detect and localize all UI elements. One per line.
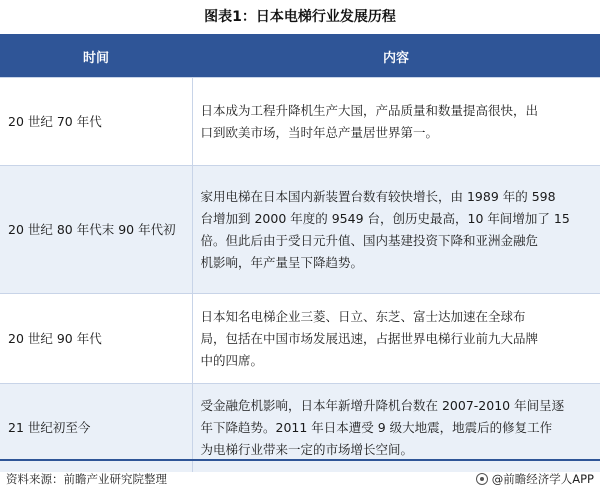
content-line: 受金融危机影响，日本年新增升降机台数在 2007-2010 年间呈逐 [200,397,565,413]
table-row [0,166,600,294]
content-line: 日本知名电梯企业三菱、日立、东芝、富士达加速在全球布 [200,308,526,324]
content-line: 中的四席。 [200,352,264,368]
table-header-row [0,36,600,78]
row-time: 20 世纪 70 年代 [0,78,192,166]
content-line: 台增加到 2000 年度的 9549 台，创历史最高，10 年间增加了 15 [200,210,570,226]
brand-credit [476,471,594,487]
content-line: 家用电梯在日本国内新装置台数有较快增长，由 1989 年的 598 [200,188,556,204]
row-time: 20 世纪 80 年代末 90 年代初 [0,166,192,294]
brand-text: @前瞻经济学人APP [491,472,594,486]
table-row [0,78,600,166]
header-time: 时间 [0,36,192,78]
content-line: 日本成为工程升降机生产大国，产品质量和数量提高很快，出 [200,102,539,118]
content-line: 口到欧美市场，当时年总产量居世界第一。 [200,124,439,140]
row-time: 20 世纪 90 年代 [0,294,192,384]
bottom-rule [0,459,600,461]
content-line: 年下降趋势。2011 年日本遭受 9 级大地震，地震后的修复工作 [200,419,553,435]
page-title: 图表1：日本电梯行业发展历程 [204,9,396,25]
header-content: 内容 [192,36,600,78]
content-line: 倍。但此后由于受日元升值、国内基建投资下降和亚洲金融危 [200,232,539,248]
row-time: 21 世纪初至今 [0,384,192,472]
brand-circle-icon [476,473,488,485]
row-content [192,166,600,294]
content-line: 机影响，年产量呈下降趋势。 [200,254,364,270]
content-line: 局，包括在中国市场发展迅速，占据世界电梯行业前九大品牌 [200,330,539,346]
content-line: 为电梯行业带来一定的市场增长空间。 [200,441,414,457]
history-table [0,36,600,472]
table-row [0,294,600,384]
row-content [192,294,600,384]
source-note: 资料来源：前瞻产业研究院整理 [6,472,167,486]
row-content [192,78,600,166]
footer [0,463,600,495]
